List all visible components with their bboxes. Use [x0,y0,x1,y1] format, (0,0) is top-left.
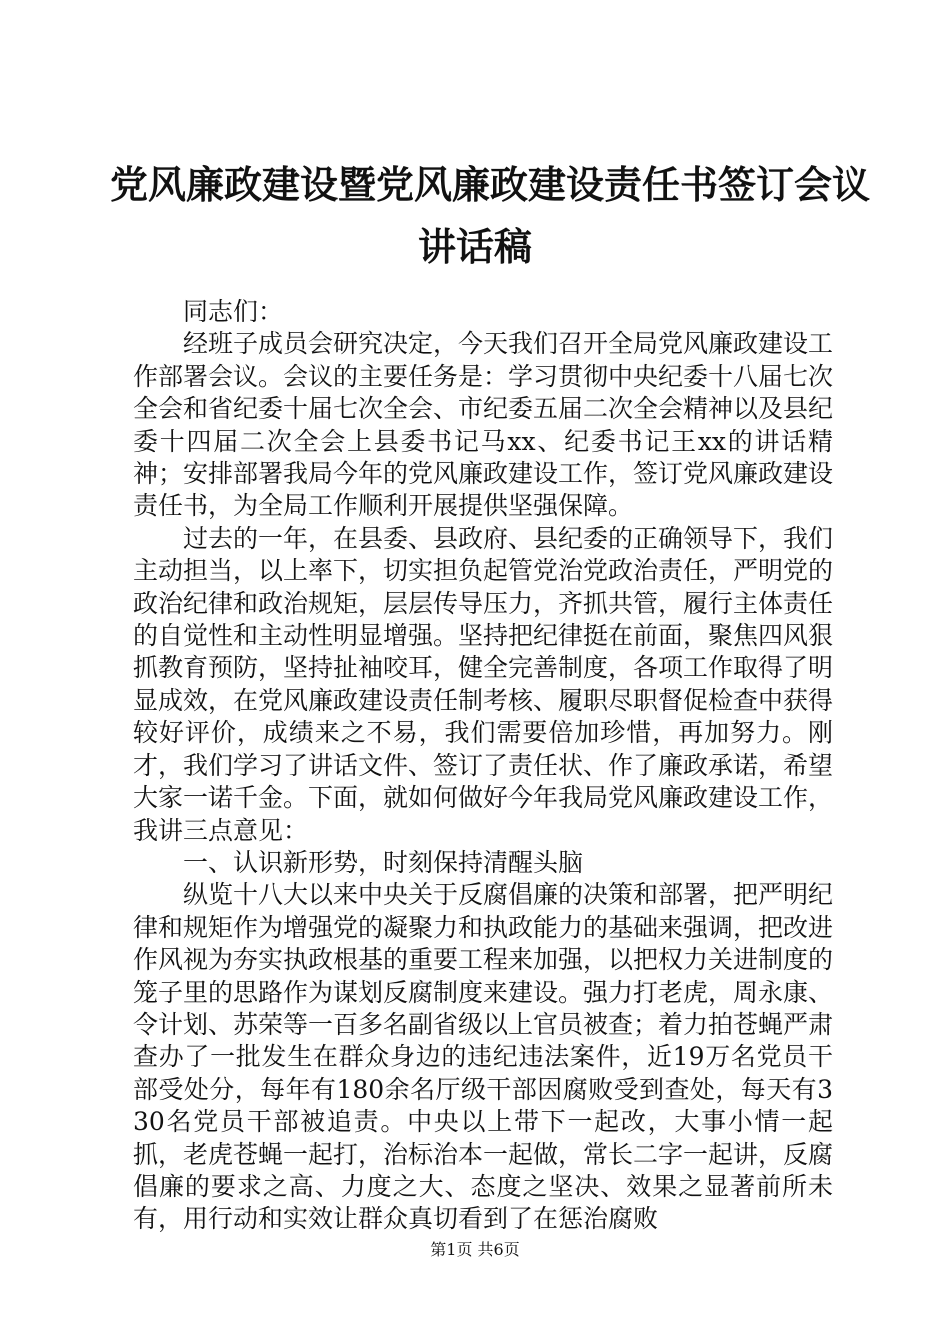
section-heading: 一、认识新形势，时刻保持清醒头脑 [183,847,584,877]
salutation-paragraph: 同志们： [183,297,284,326]
body-paragraph: 经班子成员会研究决定，今天我们召开全局党风廉政建设工作部署会议。会议的主要任务是：学习贯彻中央纪委十八届七次全会和省纪委十届七次全会、市纪委五届二次全会精神以及县纪委十四届二次全会上县委书记马xx、纪委书记王xx的讲话精神；安排部署我局今年的党风廉政建设工作，签订党风廉政建设责任书，为全局工作顺利开展提供坚强保障。 [133,329,834,521]
page-footer: 第1页 共6页 [430,1240,520,1259]
document-title-line-2: 讲话稿 [417,224,532,269]
body-paragraph: 纵览十八大以来中央关于反腐倡廉的决策和部署，把严明纪律和规矩作为增强党的凝聚力和执政能力的基础来强调，把改进作风视为夯实执政根基的重要工程来加强，以把权力关进制度的笼子里的思路作为谋划反腐制度来建设。强力打老虎，周永康、令计划、苏荣等一百多名副省级以上官员被查；着力拍苍蝇严肃查办了一批发生在群众身边的违纪违法案件，近19万名党员干部受处分，每年有180余名厅级干部因腐败受到查处，每天有330名党员干部被追责。中央以上带下一起改，大事小情一起抓，老虎苍蝇一起打，治标治本一起做，常长二字一起讲，反腐倡廉的要求之高、力度之大、态度之坚决、效果之显著前所未有，用行动和实效让群众真切看到了在惩治腐败 [133,880,834,1234]
document-title-line-1: 党风廉政建设暨党风廉政建设责任书签订会议 [110,162,871,207]
body-paragraph: 过去的一年，在县委、县政府、县纪委的正确领导下，我们主动担当，以上率下，切实担负起管党治党政治责任，严明党的政治纪律和政治规矩，层层传导压力，齐抓共管，履行主体责任的自觉性和主动性明显增强。坚持把纪律挺在前面，聚焦四风狠抓教育预防，坚持扯袖咬耳，健全完善制度，各项工作取得了明显成效，在党风廉政建设责任制考核、履职尽职督促检查中获得较好评价，成绩来之不易，我们需要倍加珍惜，再加努力。刚才，我们学习了讲话文件、签订了责任状、作了廉政承诺，希望大家一诺千金。下面，就如何做好今年我局党风廉政建设工作，我讲三点意见： [133,523,834,845]
document-body [133,296,833,1236]
